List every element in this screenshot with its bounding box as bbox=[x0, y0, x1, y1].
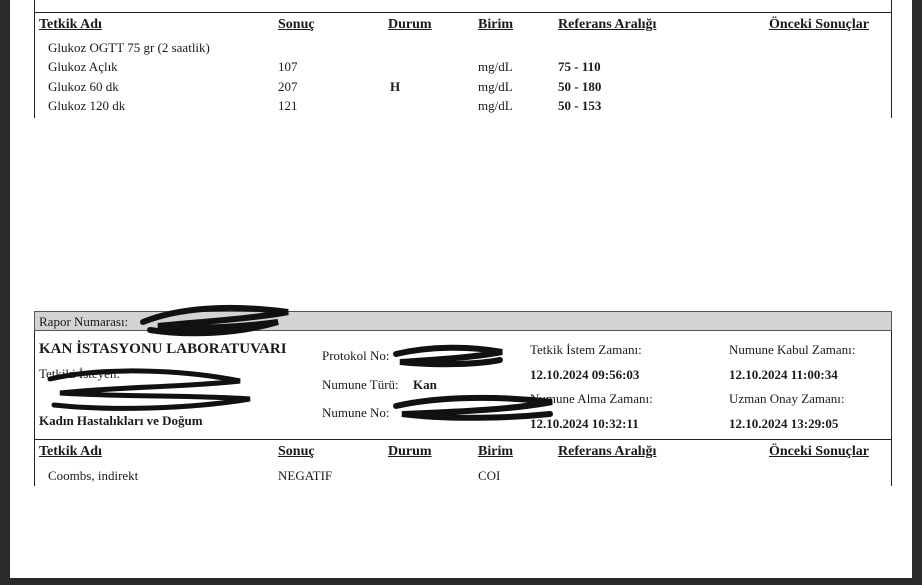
approve-time-label: Uzman Onay Zamanı: bbox=[729, 391, 845, 406]
header-unit: Birim bbox=[478, 444, 513, 459]
section2-top-rule bbox=[34, 439, 892, 440]
row-result: 107 bbox=[278, 59, 298, 74]
header-reference-range: Referans Aralığı bbox=[558, 17, 657, 32]
row-status: H bbox=[390, 79, 401, 94]
right-border-lower bbox=[891, 331, 892, 486]
right-border bbox=[891, 0, 892, 118]
row-range: 50 - 180 bbox=[558, 79, 602, 94]
row-result: 207 bbox=[278, 79, 298, 94]
report-page bbox=[10, 0, 912, 578]
header-test-name: Tetkik Adı bbox=[39, 17, 102, 32]
row-test-name: Glukoz Açlık bbox=[48, 59, 118, 74]
collect-time-value: 12.10.2024 10:32:11 bbox=[530, 416, 639, 431]
redaction-scribble-icon bbox=[390, 342, 510, 370]
sample-number-label: Numune No: bbox=[322, 405, 390, 420]
row-unit: mg/dL bbox=[478, 79, 513, 94]
header-status: Durum bbox=[388, 17, 432, 32]
sample-type-label: Numune Türü: bbox=[322, 377, 399, 392]
row-result: NEGATIF bbox=[278, 468, 333, 483]
row-test-name: Coombs, indirekt bbox=[48, 468, 139, 483]
row-range: 50 - 153 bbox=[558, 98, 602, 113]
row-unit: COI bbox=[478, 468, 501, 483]
row-test-name: Glukoz 120 dk bbox=[48, 98, 126, 113]
header-status: Durum bbox=[388, 444, 432, 459]
row-result: 121 bbox=[278, 98, 298, 113]
request-time-label: Tetkik İstem Zamanı: bbox=[530, 342, 642, 357]
approve-time-value: 12.10.2024 13:29:05 bbox=[729, 416, 839, 431]
row-unit: mg/dL bbox=[478, 98, 513, 113]
report-number-label: Rapor Numarası: bbox=[39, 314, 129, 329]
group-title: Glukoz OGTT 75 gr (2 saatlik) bbox=[48, 40, 210, 55]
collect-time-label: Numune Alma Zamanı: bbox=[530, 391, 653, 406]
header-test-name: Tetkik Adı bbox=[39, 444, 102, 459]
requester-label: Tetkiki İsteyen: bbox=[39, 366, 121, 381]
header-unit: Birim bbox=[478, 17, 513, 32]
lab-name: KAN İSTASYONU LABORATUVARI bbox=[39, 341, 287, 357]
accept-time-value: 12.10.2024 11:00:34 bbox=[729, 367, 838, 382]
sample-type-value: Kan bbox=[413, 377, 437, 392]
top-rule bbox=[34, 12, 892, 13]
request-time-value: 12.10.2024 09:56:03 bbox=[530, 367, 640, 382]
row-range: 75 - 110 bbox=[558, 59, 601, 74]
accept-time-label: Numune Kabul Zamanı: bbox=[729, 342, 856, 357]
header-result: Sonuç bbox=[278, 17, 315, 32]
header-result: Sonuç bbox=[278, 444, 315, 459]
department: Kadın Hastalıkları ve Doğum bbox=[39, 413, 203, 428]
header-reference-range: Referans Aralığı bbox=[558, 444, 657, 459]
header-previous-results: Önceki Sonuçlar bbox=[769, 444, 869, 459]
header-previous-results: Önceki Sonuçlar bbox=[769, 17, 869, 32]
left-border bbox=[34, 0, 35, 118]
protocol-label: Protokol No: bbox=[322, 348, 390, 363]
left-border-lower bbox=[34, 331, 35, 486]
row-test-name: Glukoz 60 dk bbox=[48, 79, 119, 94]
report-number-bar bbox=[34, 311, 892, 331]
row-unit: mg/dL bbox=[478, 59, 513, 74]
